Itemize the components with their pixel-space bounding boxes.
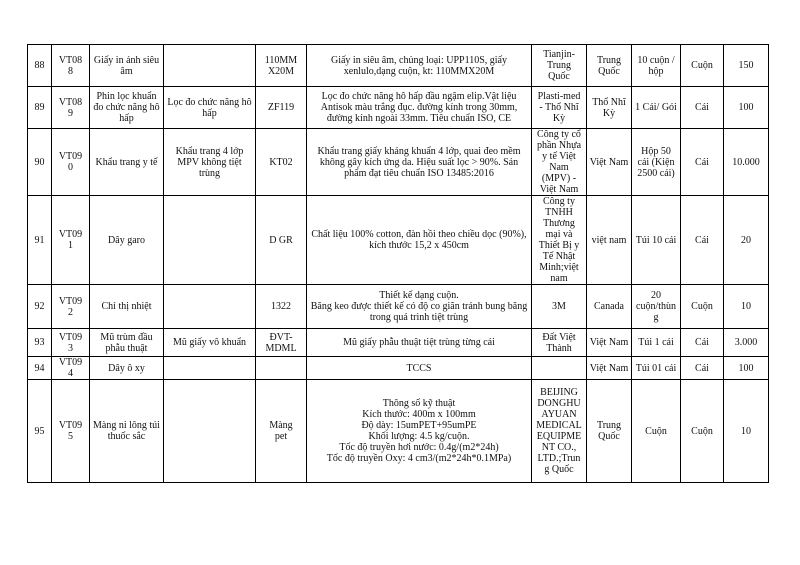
cell-stt: 88 [28, 45, 52, 87]
cell-qty: 10.000 [724, 129, 769, 196]
cell-name: Dây garo [90, 196, 164, 285]
cell-desc [164, 285, 256, 329]
cell-qty: 100 [724, 357, 769, 380]
cell-desc: Mũ giấy vô khuẩn [164, 329, 256, 357]
cell-desc: Lọc đo chức năng hô hấp [164, 87, 256, 129]
cell-origin: việt nam [587, 196, 632, 285]
cell-pack: Túi 01 cái [632, 357, 681, 380]
cell-pack: 20 cuộn/thùn g [632, 285, 681, 329]
table-row [28, 196, 769, 285]
cell-qty: 10 [724, 380, 769, 483]
cell-name: Phin lọc khuẩn đo chức năng hô hấp [90, 87, 164, 129]
cell-stt: 92 [28, 285, 52, 329]
cell-mfr: Công ty TNHH Thương mại và Thiết Bị y Tế Nhật Minh;việt nam [532, 196, 587, 285]
cell-origin: Việt Nam [587, 329, 632, 357]
cell-stt: 94 [28, 357, 52, 380]
cell-stt: 93 [28, 329, 52, 357]
cell-mfr: BEIJING DONGHU AYUAN MEDICAL EQUIPME NT CO., LTD.;Trun g Quốc [532, 380, 587, 483]
cell-mfr: Tianjin- Trung Quốc [532, 45, 587, 87]
cell-name: Dây ô xy [90, 357, 164, 380]
cell-model: 110MM X20M [256, 45, 307, 87]
cell-model: Màng pet [256, 380, 307, 483]
cell-stt: 89 [28, 87, 52, 129]
cell-unit: Cuộn [681, 45, 724, 87]
cell-pack: 1 Cái/ Gói [632, 87, 681, 129]
cell-code: VT08 9 [52, 87, 90, 129]
cell-pack: Hộp 50 cái (Kiện 2500 cái) [632, 129, 681, 196]
cell-code: VT09 1 [52, 196, 90, 285]
table-row [28, 329, 769, 357]
cell-origin: Việt Nam [587, 357, 632, 380]
cell-unit: Cái [681, 196, 724, 285]
cell-spec: Khẩu trang giấy kháng khuẩn 4 lớp, quai đeo mềm không gây kích ứng da. Hiệu suất lọc > 90%. Sản phẩm đạt tiêu chuẩn ISO 13485:2016 [307, 129, 532, 196]
supply-table [27, 44, 769, 483]
cell-name: Mũ trùm đầu phẫu thuật [90, 329, 164, 357]
cell-origin: Trung Quốc [587, 45, 632, 87]
cell-model: ĐVT- MDML [256, 329, 307, 357]
cell-desc [164, 380, 256, 483]
cell-spec: Mũ giấy phẫu thuật tiệt trùng từng cái [307, 329, 532, 357]
table-row [28, 357, 769, 380]
cell-code: VT08 8 [52, 45, 90, 87]
cell-model [256, 357, 307, 380]
cell-spec: TCCS [307, 357, 532, 380]
cell-model: 1322 [256, 285, 307, 329]
cell-pack: 10 cuộn / hộp [632, 45, 681, 87]
cell-code: VT09 3 [52, 329, 90, 357]
cell-qty: 150 [724, 45, 769, 87]
cell-desc [164, 196, 256, 285]
cell-stt: 95 [28, 380, 52, 483]
cell-model: ZF119 [256, 87, 307, 129]
table-row [28, 45, 769, 87]
cell-desc: Khẩu trang 4 lớp MPV không tiệt trùng [164, 129, 256, 196]
cell-code: VT09 4 [52, 357, 90, 380]
cell-unit: Cái [681, 329, 724, 357]
cell-spec: Lọc đo chức năng hô hấp đầu ngậm elip.Vật liệu Antisok màu trắng đục. đường kính trong 30mm, đường kính ngoài 33mm. Tiêu chuẩn ISO, CE [307, 87, 532, 129]
cell-unit: Cuộn [681, 285, 724, 329]
cell-spec: Thông số kỹ thuật Kích thước: 400m x 100mm Độ dày: 15umPET+95umPE Khối lượng: 4.5 kg/cuộn. Tốc độ truyền hơi nước: 0.4g/(m2*24h) Tốc độ truyền Oxy: 4 cm3/(m2*24h*0.1MPa) [307, 380, 532, 483]
cell-mfr: 3M [532, 285, 587, 329]
cell-qty: 20 [724, 196, 769, 285]
cell-pack: Túi 10 cái [632, 196, 681, 285]
table-row [28, 129, 769, 196]
cell-origin: Canada [587, 285, 632, 329]
cell-code: VT09 0 [52, 129, 90, 196]
cell-code: VT09 5 [52, 380, 90, 483]
cell-mfr: Đất Việt Thành [532, 329, 587, 357]
table-row [28, 380, 769, 483]
cell-qty: 3.000 [724, 329, 769, 357]
cell-spec: Chất liệu 100% cotton, đàn hồi theo chiều dọc (90%), kích thước 15,2 x 450cm [307, 196, 532, 285]
cell-origin: Thổ Nhĩ Kỳ [587, 87, 632, 129]
cell-code: VT09 2 [52, 285, 90, 329]
cell-name: Khẩu trang y tế [90, 129, 164, 196]
cell-name: Chỉ thị nhiệt [90, 285, 164, 329]
cell-unit: Cái [681, 357, 724, 380]
cell-qty: 100 [724, 87, 769, 129]
cell-model: D GR [256, 196, 307, 285]
cell-name: Màng ni lông túi thuốc sắc [90, 380, 164, 483]
cell-spec: Thiết kế dạng cuộn. Băng keo được thiết kế có độ co giãn tránh bung băng trong quá trình tiệt trùng [307, 285, 532, 329]
cell-model: KT02 [256, 129, 307, 196]
cell-mfr [532, 357, 587, 380]
cell-desc [164, 45, 256, 87]
table-row [28, 87, 769, 129]
cell-stt: 91 [28, 196, 52, 285]
cell-mfr: Công ty cổ phần Nhựa y tế Việt Nam (MPV) - Việt Nam [532, 129, 587, 196]
cell-pack: Túi 1 cái [632, 329, 681, 357]
cell-desc [164, 357, 256, 380]
cell-unit: Cái [681, 129, 724, 196]
cell-origin: Việt Nam [587, 129, 632, 196]
cell-origin: Trung Quốc [587, 380, 632, 483]
cell-qty: 10 [724, 285, 769, 329]
cell-unit: Cuộn [681, 380, 724, 483]
cell-name: Giấy in ảnh siêu âm [90, 45, 164, 87]
cell-unit: Cái [681, 87, 724, 129]
cell-mfr: Plasti-med - Thổ Nhĩ Kỳ [532, 87, 587, 129]
cell-spec: Giấy in siêu âm, chủng loại: UPP110S, giấy xenlulo,dạng cuộn, kt: 110MMX20M [307, 45, 532, 87]
cell-pack: Cuộn [632, 380, 681, 483]
table-row [28, 285, 769, 329]
cell-stt: 90 [28, 129, 52, 196]
